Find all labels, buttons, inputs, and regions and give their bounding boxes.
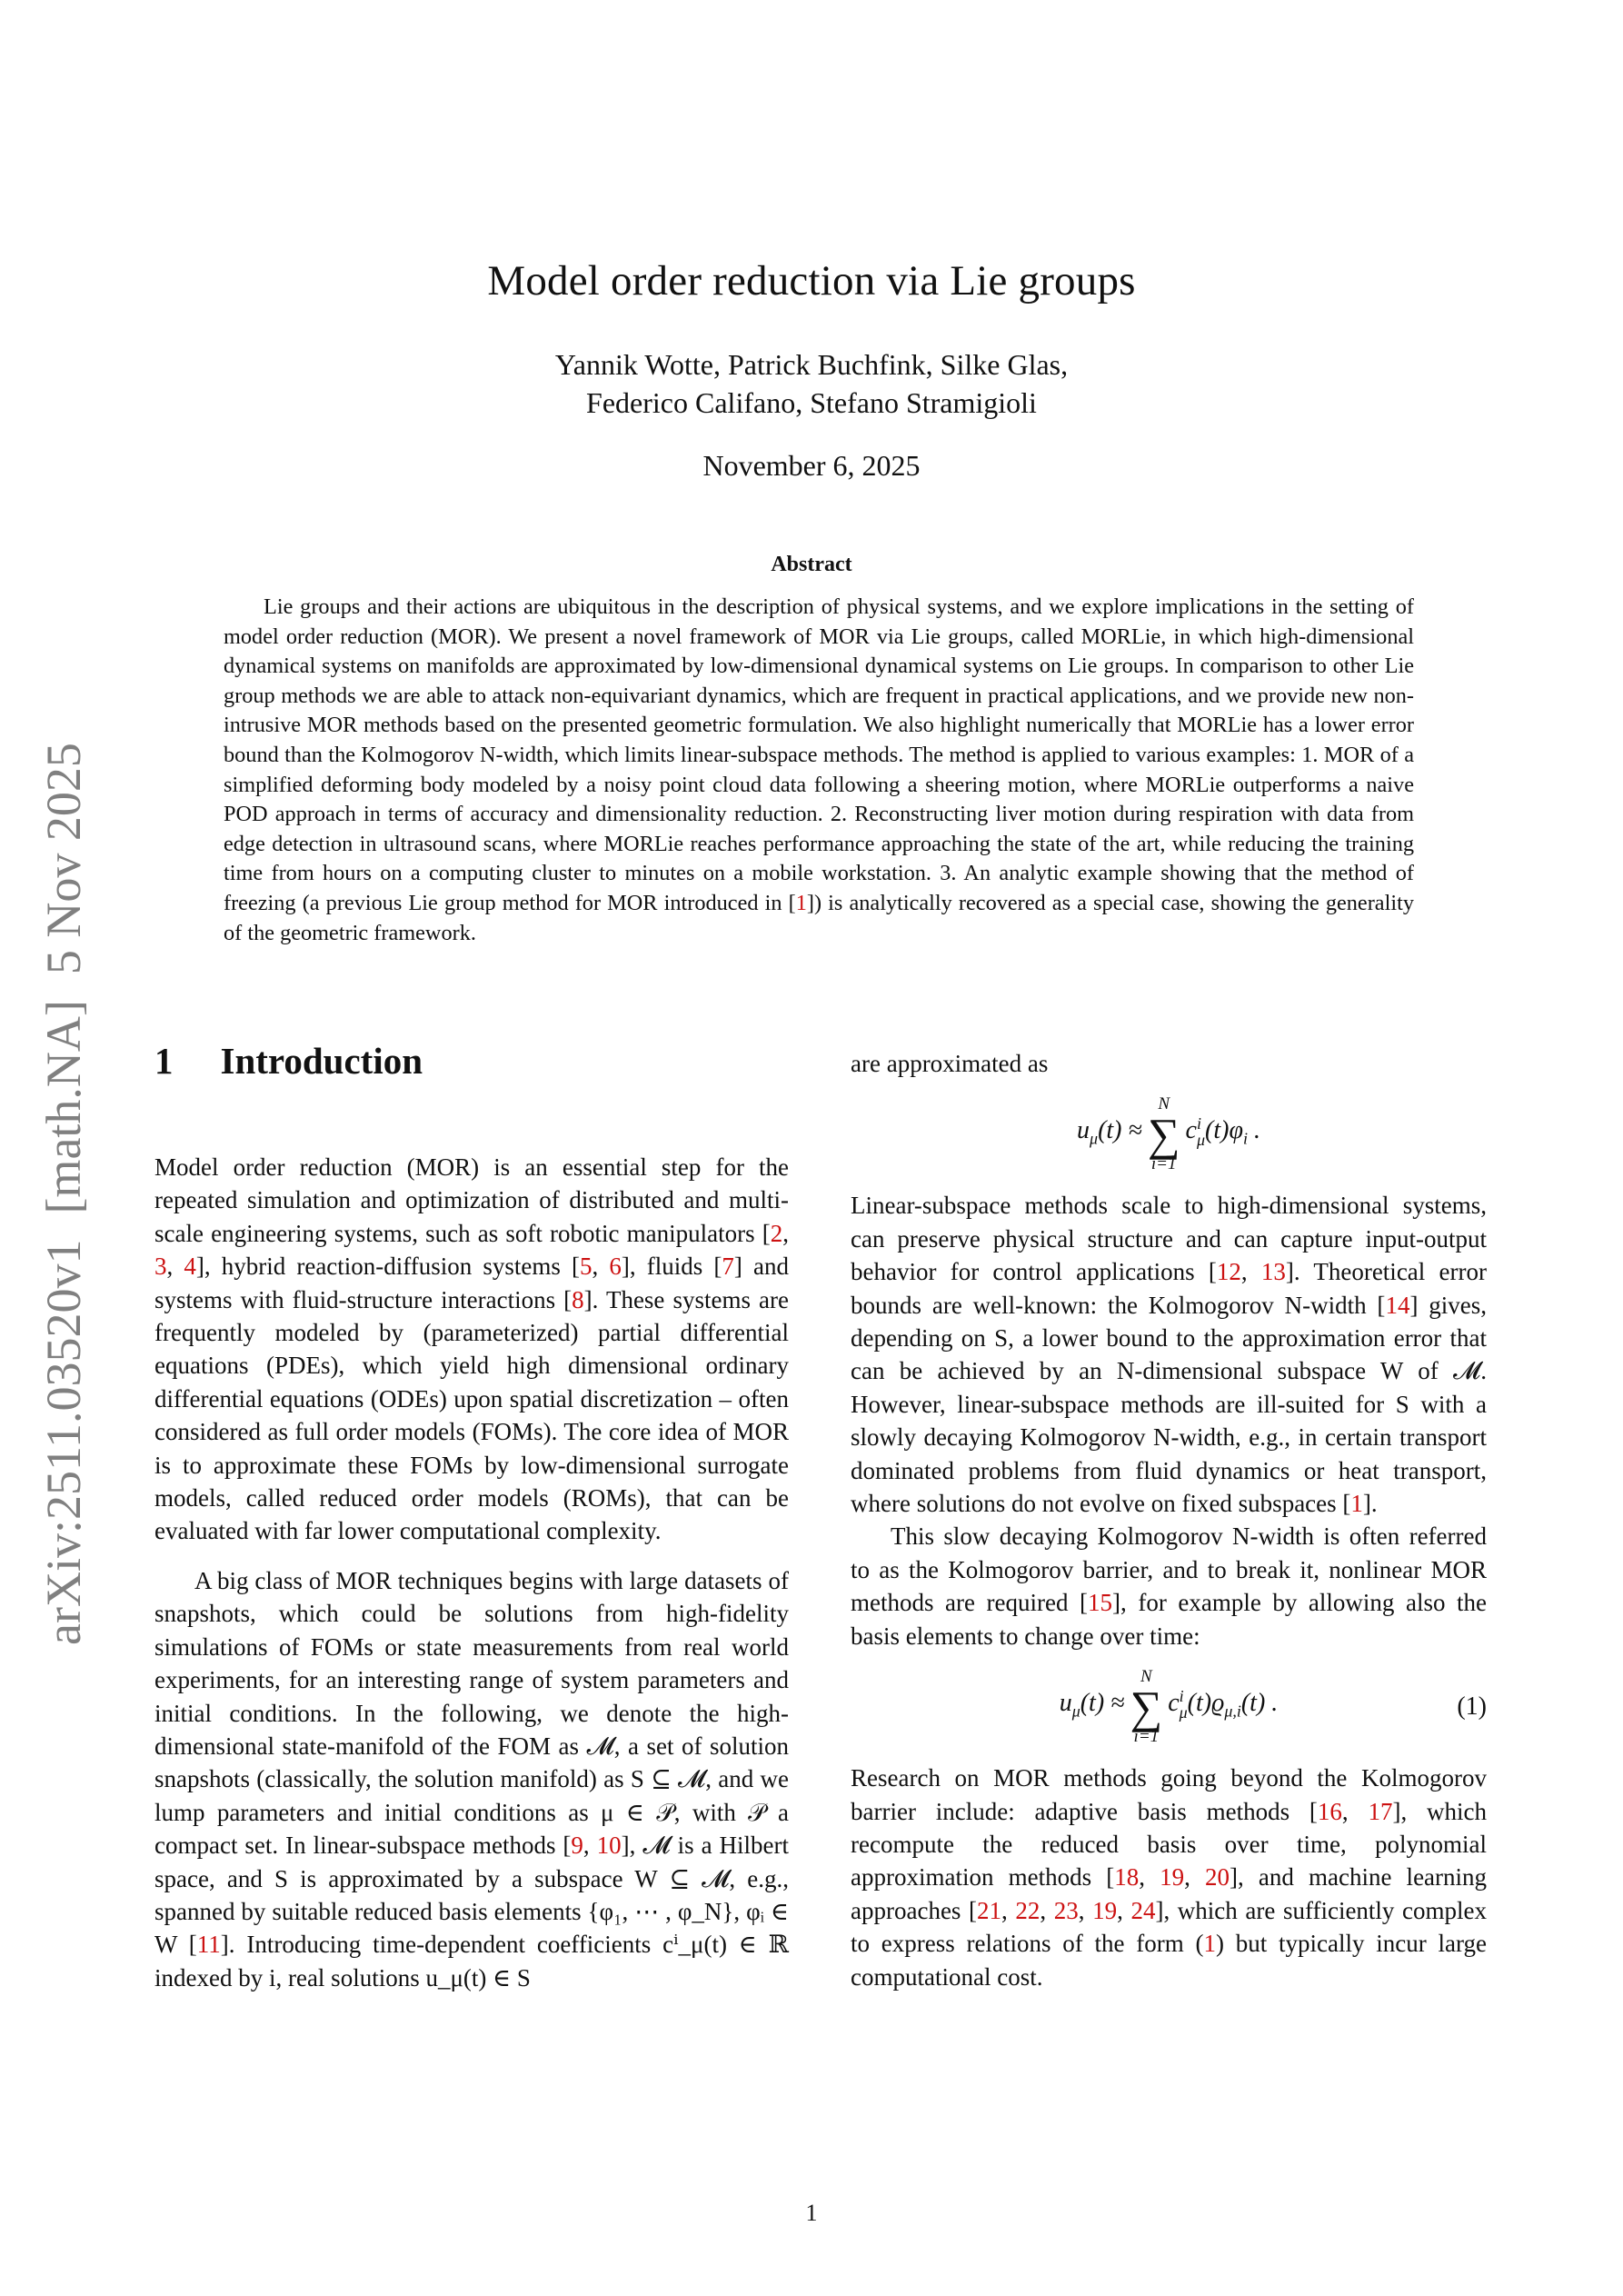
text-run: ] gives, depending on S, a lower bound to the approximation error that can be achieved by an N-dimensional subspace W of 𝓜. However, linear-subspace methods are ill-suited for S with a slowly decaying Kolmogorov N-width, e.g., in certain transport dominated problems from fluid dynamics or heat transport, where solutions do not evolve on fixed subspaces [ — [851, 1291, 1488, 1518]
text-run: ], hybrid reaction-diffusion systems [ — [195, 1253, 581, 1281]
summation-symbol — [1130, 1668, 1163, 1746]
subscript: μ — [1196, 1131, 1206, 1150]
sum-lower-limit: i=1 — [1133, 1727, 1160, 1747]
citation-link[interactable]: 5 — [580, 1253, 592, 1281]
sum-upper-limit: N — [1158, 1094, 1170, 1114]
subscript: μ — [1090, 1129, 1099, 1148]
text-run: ) but typically incur large computational cost. — [851, 1930, 1487, 1991]
text-run: This slow decaying Kolmogorov N-width is often referred to as the Kolmogorov barrier, and to break it, nonlinear MOR methods are required [ — [851, 1522, 1487, 1617]
equation-term: c i μ $(t)ϱ_{\mu,i}(t)$ . — [1168, 1687, 1279, 1722]
text-run: , — [1341, 1797, 1369, 1825]
citation-link[interactable]: 1 — [1350, 1490, 1363, 1518]
text-run: A big class of MOR techniques begins with large datasets of snapshots, which could be solutions from high-fidelity simulations of FOMs or state measurements from real world experiments, for an interesting range of system parameters and initial conditions. In the following, we denote the high-dimensional state-manifold of the FOM as 𝓜, a set of solution snapshots (classically, the solution manifold) as S ⊆ 𝓜, and we lump parameters and initial conditions as μ ∈ 𝒫, with 𝒫 a compact set. In linear-subspace methods [ — [154, 1566, 789, 1860]
citation-link[interactable]: 17 — [1368, 1797, 1393, 1825]
left-column — [154, 1151, 789, 1994]
citation-link[interactable]: 6 — [609, 1253, 622, 1281]
citation-link[interactable]: 23 — [1053, 1896, 1079, 1924]
citation-link[interactable]: 22 — [1015, 1896, 1041, 1924]
paragraph — [851, 1189, 1487, 1520]
text-run: ]. These systems are frequently modeled by (parameterized) partial differential equations (PDEs), which yield high dimensional ordinary differential equations (ODEs) upon spatial discretization – often considered as full order models (FOMs). The core idea of MOR is to approximate these FOMs by low-dimensional surrogate models, called reduced order models (ROMs), that can be evaluated with far lower computational complexity. — [154, 1285, 789, 1545]
citation-link[interactable]: 1 — [1203, 1930, 1217, 1958]
arxiv-category: [math.NA] — [36, 1000, 91, 1214]
text-run: , — [1040, 1896, 1054, 1924]
text-run: , — [1184, 1863, 1205, 1892]
abstract-text: Lie groups and their actions are ubiquitous in the description of physical systems, and we explore implications in the setting of model order reduction (MOR). We present a novel framework of MOR via Lie groups, called MORLie, in which high-dimensional dynamical systems on manifolds are approximated by low-dimensional dynamical systems on Lie groups. In comparison to other Lie group methods we are able to attack non-equivariant dynamics, which are frequent in practical applications, and we provide new non-intrusive MOR methods based on the presented geometric formulation. We also highlight numerically that MORLie has a lower error bound than the Kolmogorov N-width, which limits linear-subspace methods. The method is applied to various examples: 1. MOR of a simplified deforming body modeled by a noisy point cloud data following a sheering motion, where MORLie outperforms a naive POD approach in terms of accuracy and dimensionality reduction. 2. Reconstructing liver motion during respiration with data from edge detection in ultrasound scans, where MORLie reaches performance approaching the state of the art, while reducing the training time from hours on a computing cluster to minutes on a mobile workstation. 3. An analytic example showing that the method of freezing (a previous Lie group method for MOR introduced in [ — [224, 594, 1414, 915]
section-title: Introduction — [220, 1040, 423, 1082]
text-run: ], 𝓜 is a Hilbert space, and S is approximated by a subspace W ⊆ 𝓜, e.g., spanned by suitable reduced basis elements {φ₁, ⋯ , φ_N}, φᵢ ∈ W [ — [154, 1832, 790, 1959]
citation-link[interactable]: 3 — [154, 1253, 167, 1281]
section-number: 1 — [154, 1040, 174, 1082]
text-run: ] and systems with fluid-structure interactions [ — [154, 1253, 790, 1313]
text-run: Linear-subspace methods scale to high-dimensional systems, can preserve physical structure and can capture input-output behavior for control applications [ — [851, 1192, 1487, 1286]
page-number: 1 — [805, 2200, 818, 2226]
equation-number: (1) — [1457, 1692, 1487, 1721]
arxiv-date: 5 Nov 2025 — [36, 743, 91, 975]
citation-link[interactable]: 21 — [977, 1896, 1002, 1924]
paragraph — [851, 1762, 1487, 1993]
superscript: i — [1179, 1687, 1184, 1706]
superscript: i — [1196, 1114, 1201, 1133]
citation-link[interactable]: 7 — [722, 1253, 734, 1281]
right-column — [851, 1047, 1487, 1993]
subscript: μ,i — [1224, 1702, 1241, 1721]
text-run: , — [1117, 1896, 1131, 1924]
text-run: ], for example by allowing also the basis elements to change over time: — [851, 1589, 1487, 1650]
citation-link[interactable]: 15 — [1088, 1589, 1113, 1617]
authors-line-2: Federico Califano, Stefano Stramigioli — [586, 386, 1037, 419]
text-run: ], and machine learning approaches [ — [851, 1863, 1488, 1924]
arxiv-sidebar-stamp — [36, 636, 91, 1645]
sum-upper-limit: N — [1140, 1667, 1152, 1687]
text-run: ], which are sufficiently complex to express relations of the form ( — [851, 1896, 1488, 1958]
citation-link[interactable]: 13 — [1260, 1258, 1286, 1286]
text-run: ]. Theoretical error bounds are well-known: the Kolmogorov N-width [ — [851, 1258, 1487, 1319]
text-run: , — [582, 1832, 597, 1860]
paragraph-fragment: are approximated as — [851, 1050, 1049, 1077]
section-heading — [154, 1039, 423, 1083]
paragraph — [851, 1520, 1487, 1652]
citation-link[interactable]: 9 — [571, 1832, 583, 1860]
paragraph — [154, 1151, 789, 1548]
citation-link[interactable]: 10 — [596, 1832, 622, 1860]
text-run: ], fluids [ — [621, 1253, 722, 1281]
citation-link[interactable]: 14 — [1385, 1291, 1410, 1319]
text-run: ]. — [1362, 1490, 1378, 1518]
abstract-body — [224, 593, 1414, 948]
abstract-heading: Abstract — [771, 553, 852, 576]
text-run: Research on MOR methods going beyond the Kolmogorov barrier include: adaptive basis methods [ — [851, 1764, 1487, 1825]
author-list — [0, 345, 1623, 422]
text-run: Model order reduction (MOR) is an essential step for the repeated simulation and optimization of distributed and multi-scale engineering systems, such as soft robotic manipulators [ — [154, 1153, 789, 1247]
citation-link[interactable]: 2 — [770, 1219, 783, 1247]
citation-link[interactable]: 19 — [1092, 1896, 1118, 1924]
equation-linear-approx — [851, 1080, 1487, 1189]
paper-title: Model order reduction via Lie groups — [487, 257, 1136, 304]
sigma-glyph: ∑ — [1130, 1682, 1163, 1733]
sum-lower-limit: i=1 — [1150, 1154, 1177, 1174]
citation-link[interactable]: 18 — [1114, 1863, 1140, 1892]
sup-sub — [1180, 1688, 1188, 1721]
equation-lhs: $u_\mu(t)$ ≈ — [1077, 1115, 1142, 1148]
sigma-glyph: ∑ — [1147, 1109, 1180, 1161]
citation-link[interactable]: 19 — [1160, 1863, 1185, 1892]
citation-link[interactable]: 16 — [1317, 1797, 1342, 1825]
citation-link[interactable]: 8 — [572, 1285, 584, 1313]
paragraph — [154, 1564, 789, 1994]
arxiv-id[interactable]: arXiv:2511.03520v1 — [36, 1239, 91, 1645]
text-run: ], which recompute the reduced basis over time, polynomial approximation methods [ — [851, 1797, 1488, 1892]
citation-link[interactable]: 4 — [184, 1253, 196, 1281]
equation-1 — [851, 1652, 1487, 1762]
equation-term: c i μ $(t)\varphi_i$ . — [1185, 1114, 1260, 1150]
sup-sub — [1197, 1115, 1205, 1148]
citation-link[interactable]: 1 — [795, 890, 807, 915]
summation-symbol — [1148, 1095, 1180, 1173]
paper-date: November 6, 2025 — [702, 449, 921, 482]
citation-link[interactable]: 11 — [196, 1931, 221, 1959]
text-run: , — [1240, 1258, 1261, 1286]
subscript: i — [1242, 1129, 1248, 1148]
text-run: , — [1001, 1896, 1016, 1924]
text-run: , — [166, 1253, 184, 1281]
authors-line-1: Yannik Wotte, Patrick Buchfink, Silke Glas, — [554, 348, 1069, 381]
citation-link[interactable]: 24 — [1130, 1896, 1156, 1924]
citation-link[interactable]: 12 — [1216, 1258, 1241, 1286]
text-run: , — [592, 1253, 610, 1281]
citation-link[interactable]: 20 — [1205, 1863, 1230, 1892]
text-run: ]. Introducing time-dependent coefficients cⁱ_μ(t) ∈ ℝ indexed by i, real solutions u_μ(t) ∈ S — [154, 1931, 789, 1992]
subscript: μ — [1071, 1702, 1080, 1721]
text-run: , — [782, 1219, 789, 1247]
equation-lhs: $u_\mu(t)$ ≈ — [1059, 1688, 1125, 1721]
text-run: , — [1078, 1896, 1093, 1924]
abstract-text-end: ]) is analytically recovered as a special case, showing the generality of the geometric framework. — [224, 890, 1414, 945]
subscript: μ — [1179, 1703, 1188, 1722]
text-run: , — [1139, 1863, 1160, 1892]
